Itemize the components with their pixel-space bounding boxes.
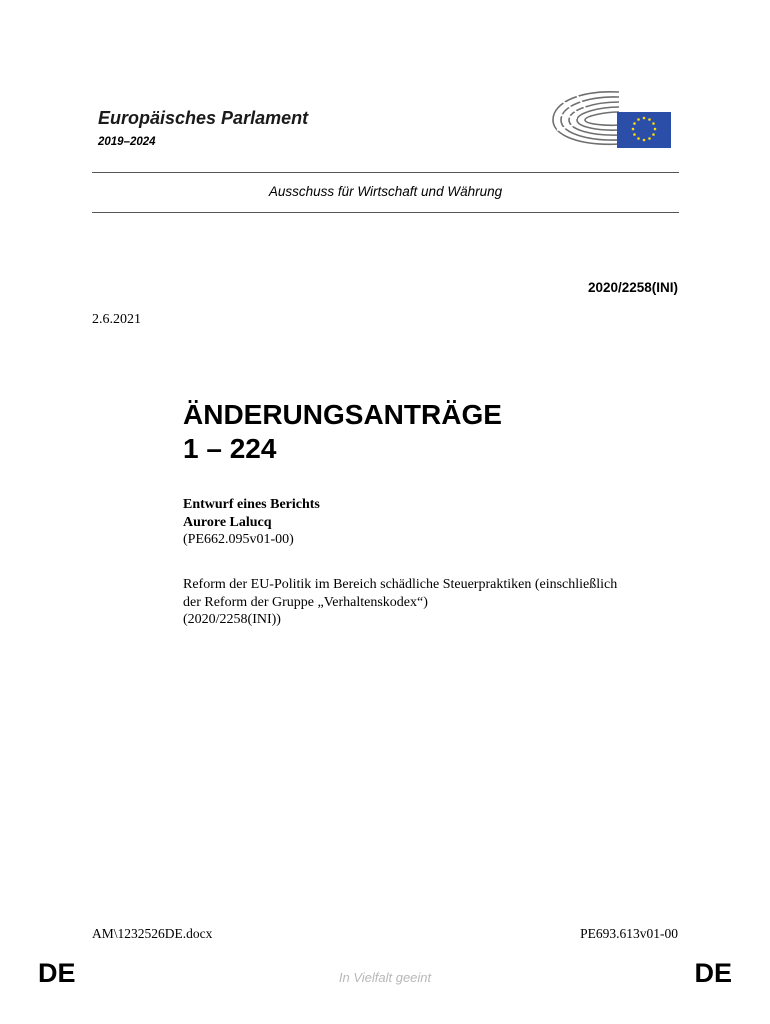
committee-name: Ausschuss für Wirtschaft und Währung [268,184,503,199]
document-title [183,398,502,466]
draft-label: Entwurf eines Berichts [183,497,320,512]
title-line-2: 1 – 224 [183,433,277,464]
subject-line-2: der Reform der Gruppe „Verhaltenskodex“) [183,594,428,610]
parliamentary-term: 2019–2024 [98,136,156,148]
file-name: AM\1232526DE.docx [92,926,213,941]
draft-report-info [183,496,320,549]
eu-motto: In Vielfalt geeint [338,970,432,985]
draft-reference: (PE662.095v01-00) [183,532,294,547]
rapporteur-name: Aurore Lalucq [183,514,272,530]
report-subject [183,576,683,629]
subject-line-3: (2020/2258(INI)) [183,612,281,627]
document-date: 2.6.2021 [92,312,141,327]
european-parliament-logo-icon [551,84,673,150]
title-line-1: ÄNDERUNGSANTRÄGE [183,399,502,430]
institution-name: Europäisches Parlament [98,108,309,128]
header-divider-top [92,172,679,173]
header-divider-bottom [92,212,679,213]
pe-reference: PE693.613v01-00 [580,926,678,941]
subject-line-1: Reform der EU-Politik im Bereich schädliche Steuerpraktiken (einschließlich [183,577,618,592]
procedure-reference: 2020/2258(INI) [587,280,678,295]
language-code-left: DE [38,958,76,988]
language-code-right: DE [694,958,732,988]
